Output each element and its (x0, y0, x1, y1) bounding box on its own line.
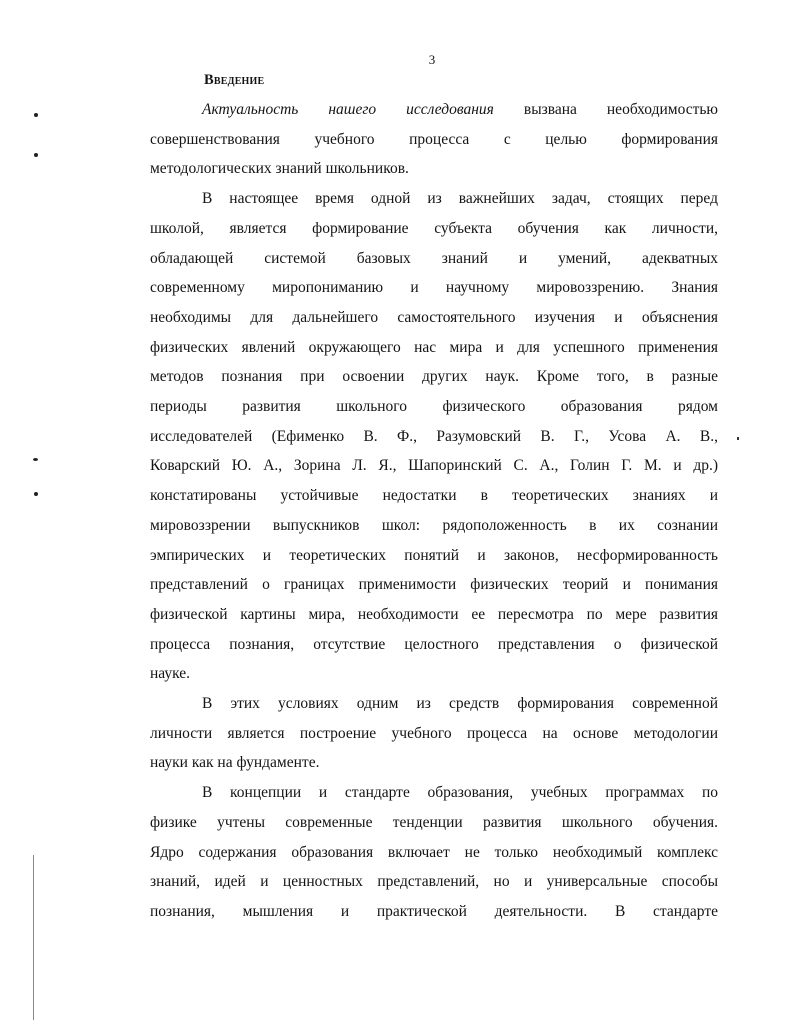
body-text (150, 95, 718, 927)
text-line: познания, мышления и практической деятельности. В стандарте (150, 902, 718, 920)
text-line: эмпирических и теоретических понятий и законов, несформированность (150, 546, 718, 564)
margin-mark (34, 113, 38, 117)
text-fragment: вызвана необходимостью (493, 101, 719, 118)
text-line: физических явлений окружающего нас мира и для успешного применения (150, 338, 718, 356)
text-line: физике учтены современные тенденции развития школьного обучения. (150, 813, 718, 831)
margin-mark (34, 153, 38, 157)
text-line: В настоящее время одной из важнейших задач, стоящих перед (202, 190, 718, 208)
text-line: исследователей (Ефименко В. Ф., Разумовский В. Г., Усова А. В., (150, 427, 718, 445)
paragraph-2 (150, 184, 718, 689)
text-line: науки как на фундаменте. (150, 754, 320, 772)
text-line: В концепции и стандарте образования, учебных программах по (202, 784, 718, 802)
text-line: периоды развития школьного физического образования рядом (150, 398, 718, 416)
page-number: 3 (428, 52, 436, 67)
paragraph-3 (150, 689, 718, 778)
text-line: представлений о границах применимости физических теорий и понимания (150, 576, 718, 594)
text-line (150, 95, 718, 125)
text-line: констатированы устойчивые недостатки в теоретических знаниях и (150, 487, 718, 505)
text-line: мировоззрении выпускников школ: рядоположенность в их сознании (150, 516, 718, 534)
text-line: обладающей системой базовых знаний и умений, адекватных (150, 249, 718, 267)
text-line: совершенствования учебного процесса с целью формирования (150, 130, 718, 148)
text-line: современному миропониманию и научному мировоззрению. Знания (150, 279, 718, 297)
text-line: личности является построение учебного процесса на основе методологии (150, 724, 718, 742)
text-line: методологических знаний школьников. (150, 160, 409, 178)
text-line: науке. (150, 665, 191, 683)
text-line: физической картины мира, необходимости ее пересмотра по мере развития (150, 605, 718, 623)
text-line: Коварский Ю. А., Зорина Л. Я., Шапоринский С. А., Голин Г. М. и др.) (150, 457, 718, 475)
text-line: Ядро содержания образования включает не только необходимый комплекс (150, 843, 718, 861)
text-line: необходимы для дальнейшего самостоятельного изучения и объяснения (150, 308, 718, 326)
margin-mark (34, 492, 38, 496)
paragraph-4 (150, 778, 718, 927)
section-heading: Введение (204, 72, 265, 88)
text-line: методов познания при освоении других наук. Кроме того, в разные (150, 368, 718, 386)
margin-mark (33, 458, 38, 461)
text-line: школой, является формирование субъекта обучения как личности, (150, 219, 718, 237)
text-line: В этих условиях одним из средств формирования современной (202, 695, 718, 713)
scan-edge-line (33, 855, 34, 1020)
text-line: знаний, идей и ценностных представлений, но и универсальные способы (150, 873, 718, 891)
emphasis-text: Актуальность нашего исследования (202, 101, 494, 118)
margin-mark (737, 437, 739, 440)
text-line: процесса познания, отсутствие целостного представления о физической (150, 635, 718, 653)
paragraph-1 (150, 95, 718, 184)
